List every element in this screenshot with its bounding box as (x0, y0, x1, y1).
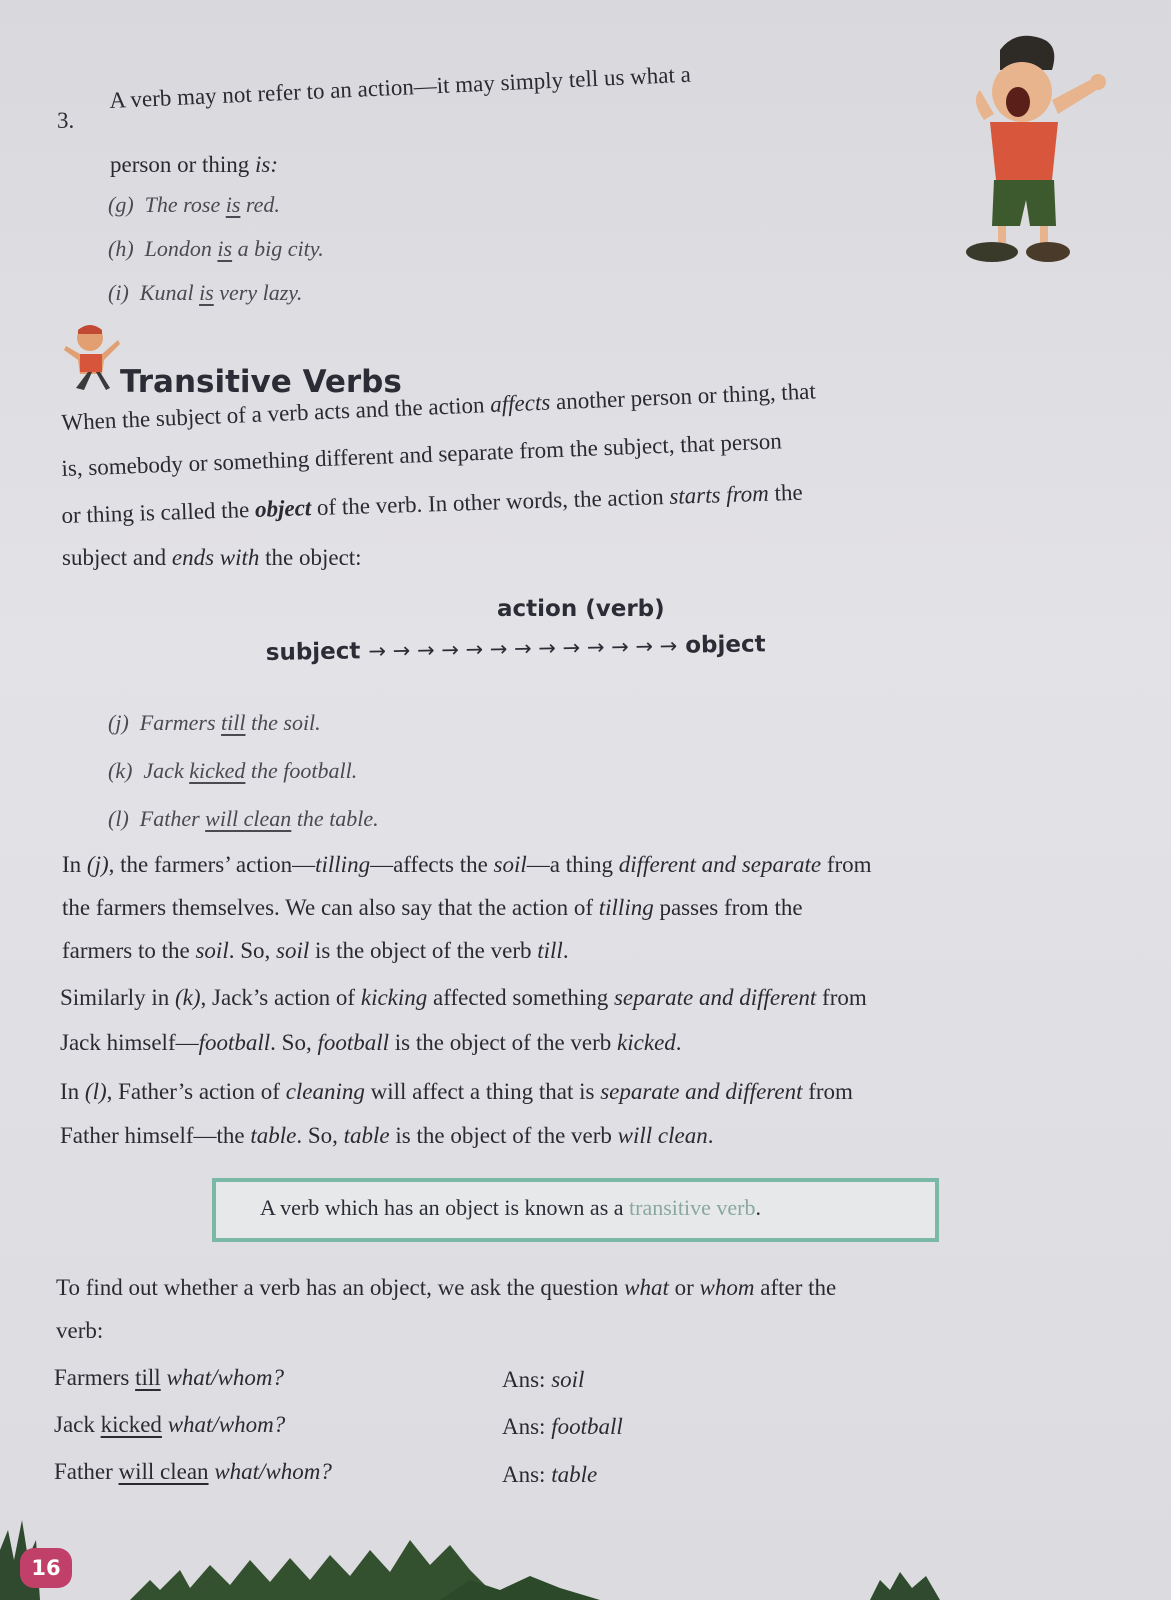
diagram-arrows: → → → → → → → → → → → → → (368, 633, 678, 664)
example-l: (l) Father will clean the table. (108, 806, 379, 831)
example-k: (k) Jack kicked the football. (108, 758, 358, 783)
diagram-subject: subject (265, 638, 361, 666)
page-number: 16 (20, 1548, 72, 1588)
diagram-object: object (685, 631, 766, 659)
para-j-line-2: the farmers themselves. We can also say that the action of tilling passes from the (62, 895, 803, 920)
diagram-action-label: action (verb) (497, 596, 665, 622)
diagram-flow (266, 631, 766, 666)
para-l-line-1: In (l), Father’s action of cleaning will affect a thing that is separate and different from (60, 1079, 853, 1104)
intro-line-4: subject and ends with the object: (62, 545, 362, 570)
para-j-line-3: farmers to the soil. So, soil is the object of the verb till. (62, 938, 569, 963)
yelling-boy-illustration (940, 30, 1120, 270)
point-3-line-1: A verb may not refer to an action—it may simply tell us what a (108, 61, 692, 114)
qa-question-1: Farmers till what/whom? (54, 1365, 285, 1390)
find-line-1: To find out whether a verb has an object, we ask the question what or whom after the (56, 1275, 837, 1300)
definition-text: A verb which has an object is known as a transitive verb. (260, 1195, 761, 1220)
para-k-line-2: Jack himself—football. So, football is the object of the verb kicked. (60, 1030, 682, 1055)
qa-answer-3: Ans: table (502, 1462, 598, 1487)
qa-answer-2: Ans: football (502, 1414, 623, 1439)
section-title: Transitive Verbs (120, 364, 402, 400)
para-j-line-1: In (j), the farmers’ action—tilling—affects the soil—a thing different and separate from (62, 852, 872, 877)
example-i: (i) Kunal is very lazy. (108, 280, 303, 305)
point-3-line-2: person or thing is: (110, 152, 279, 177)
definition-box (212, 1178, 939, 1242)
definition-term: transitive verb (629, 1195, 756, 1220)
qa-question-3: Father will clean what/whom? (54, 1459, 332, 1484)
qa-answer-1: Ans: soil (502, 1367, 585, 1392)
point-number: 3. (57, 108, 75, 133)
intro-line-1: When the subject of a verb acts and the action affects another person or thing, that (60, 378, 817, 436)
example-h: (h) London is a big city. (108, 236, 324, 261)
intro-line-2: is, somebody or something different and separate from the subject, that person (61, 428, 783, 482)
example-g: (g) The rose is red. (108, 192, 280, 217)
find-line-2: verb: (56, 1318, 104, 1343)
para-k-line-1: Similarly in (k), Jack’s action of kicking affected something separate and different from (60, 985, 867, 1010)
grass-footer-decoration (0, 1510, 1171, 1600)
para-l-line-2: Father himself—the table. So, table is the object of the verb will clean. (60, 1123, 714, 1148)
mascot-icon (62, 322, 122, 392)
qa-question-2: Jack kicked what/whom? (54, 1412, 286, 1437)
intro-line-3: or thing is called the object of the verb. In other words, the action starts from the (61, 479, 804, 529)
example-j: (j) Farmers till the soil. (108, 710, 321, 735)
